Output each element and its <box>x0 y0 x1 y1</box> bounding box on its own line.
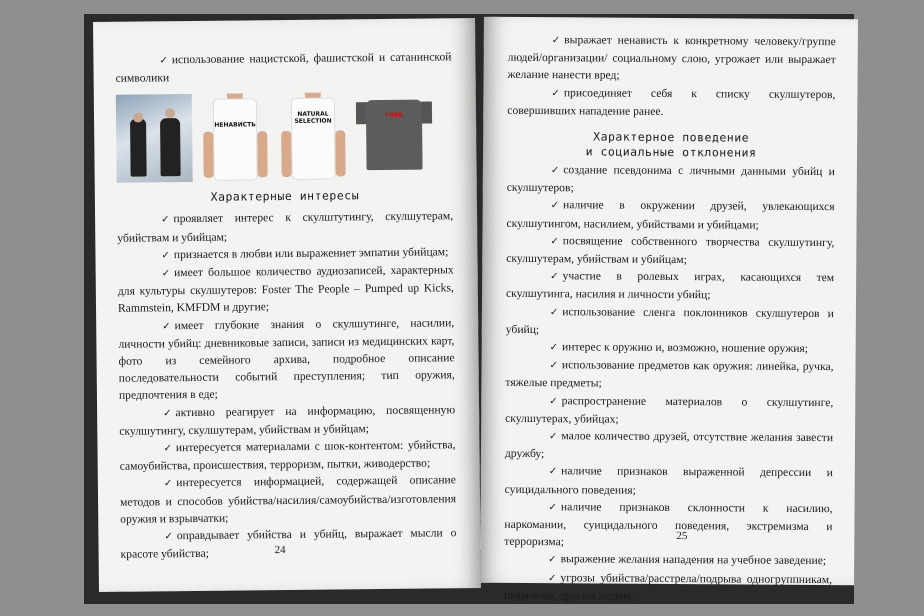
tshirt-natural-selection-print-icon <box>278 93 349 182</box>
photo-strip <box>116 92 453 184</box>
behavior-list <box>504 161 835 606</box>
list-item: ✓ активно реагирует на информацию, посвященную скулшутингу, скулшутерам, убийствам и убийцам; <box>119 402 456 438</box>
checkmark-icon: ✓ <box>550 271 559 283</box>
list-item: ✓ признается в любви или выражениет эмпатии убийцам; <box>117 243 453 265</box>
interests-list <box>117 208 457 564</box>
section-heading-line: и социальные отклонения <box>585 144 757 160</box>
page-number: 24 <box>274 544 286 557</box>
checkmark-icon: ✓ <box>551 87 560 99</box>
tshirt-print-text: ГНЕВ <box>385 112 403 120</box>
list-item: ✓ участие в ролевых играх, касающихся тем скулшутинга, насилия и личности убийц; <box>506 269 835 302</box>
list-item: ✓ наличие в окружении друзей, увлекающихся скулшутингом, насилием, убийствами и убийцами; <box>506 198 835 232</box>
list-item: ✓ оправдывает убийства и убийц, выражает мысли о красоте убийства; <box>120 526 457 562</box>
list-item: ✓ имеет большое количество аудиозаписей, характерных для культуры скулшутеров: Foster The People – Pumped up Kicks, Rammstein, KMFDM и другие; <box>117 263 454 316</box>
checkmark-icon: ✓ <box>548 572 557 584</box>
photo-two-men-in-coats-icon <box>116 94 193 183</box>
checkmark-icon: ✓ <box>549 395 558 407</box>
list-item: ✓ наличие признаков склонности к насилию, наркомании, суицидального поведения, экстремизма и терроризма; <box>504 500 833 549</box>
list-item: ✓ интересуется информацией, содержащей описание методов и способов убийства/насилия/самоубийства/изготовления оружия и взрывчатки; <box>119 473 457 526</box>
list-item: ✓ интересуется материалами с шок-контентом: убийства, самоубийства, происшествия, терроризм, пытки, живодерство; <box>119 438 456 474</box>
left-page <box>93 18 481 592</box>
section-heading-line: Характерное поведение <box>593 129 750 145</box>
tshirt-dark-red-print-icon <box>356 92 427 181</box>
tshirt-print-text: НЕНАВИСТЬ <box>214 121 256 130</box>
list-item: ✓ малое количество друзей, отсутствие желания завести дружбу; <box>504 429 834 461</box>
checkmark-icon: ✓ <box>548 554 557 566</box>
checkmark-icon: ✓ <box>550 200 560 212</box>
checkmark-icon: ✓ <box>163 407 172 419</box>
tshirt-hatred-print-icon <box>200 94 271 183</box>
list-item: ✓ использование сленга поклонников скулшутеров и убийц; <box>505 304 834 336</box>
list-item: ✓ выражает ненависть к конкретному человеку/группе людей/организации/ социальному слою, угрожает или выражает желание нанести вред; <box>507 33 836 83</box>
right-page <box>480 17 858 603</box>
tshirt-print-text: NATURAL SELECTION <box>294 110 332 126</box>
checkmark-icon: ✓ <box>159 55 168 67</box>
section-heading: Характерные интересы <box>210 188 360 205</box>
checkmark-icon: ✓ <box>548 502 557 514</box>
list-item: ✓ создание псевдонима с личными данными убийц и скулшутеров; <box>506 163 835 195</box>
list-item: ✓ посвящение собственного творчества скулшутингу, скулшутерам, убийствам и убийцам; <box>506 234 835 267</box>
list-item: ✓ интерес к оружию и, возможно, ношение оружия; <box>506 338 834 358</box>
checkmark-icon: ✓ <box>162 320 171 332</box>
list-item: ✓ наличие признаков выраженной депрессии и суицидального поведения; <box>504 464 833 497</box>
checkmark-icon: ✓ <box>550 235 559 248</box>
checkmark-icon: ✓ <box>549 306 559 318</box>
checkmark-icon: ✓ <box>549 431 558 443</box>
checkmark-icon: ✓ <box>549 342 559 354</box>
checkmark-icon: ✓ <box>161 250 170 262</box>
checkmark-icon: ✓ <box>548 466 558 478</box>
list-item: ✓ проявляет интерес к скулштутингу, скулшутерам, убийствам и убийцам; <box>117 209 454 245</box>
list-item: ✓ распространение материалов о скулшутинге, скулшутерах, убийцах; <box>505 393 834 426</box>
section-heading <box>507 129 835 161</box>
checkmark-icon: ✓ <box>164 531 173 543</box>
checkmark-icon: ✓ <box>163 443 172 455</box>
page-number: 25 <box>676 530 688 543</box>
list-item: ✓ имеет глубокие знания о скулшутинге, насилии, личности убийц: дневниковые записи, записи из медицинских карт, фото из семейного архива, подробное описание последовательности событий преступления; тип оружия, предпочтения в еде; <box>118 315 455 403</box>
checkmark-icon: ✓ <box>549 360 558 372</box>
checkmark-icon: ✓ <box>161 214 170 226</box>
checkmark-icon: ✓ <box>163 478 173 490</box>
list-item: ✓ угрозы убийства/расстрела/подрыва одногруппникам, педагогам, другим людям; <box>503 570 833 603</box>
checkmark-icon: ✓ <box>550 165 560 177</box>
list-item: ✓ использование предметов как оружия: линейка, ручка, тяжелые предметы; <box>505 358 834 390</box>
list-item: ✓ присоединяет себя к списку скулшутеров, совершивших нападение ранее. <box>507 85 836 118</box>
checkmark-icon: ✓ <box>551 35 561 47</box>
list-item: ✓ выражение желания нападения на учебное заведение; <box>504 550 832 570</box>
list-item: ✓ использование нацистской, фашистской и сатанинской символики <box>115 50 452 85</box>
checkmark-icon: ✓ <box>161 268 171 280</box>
